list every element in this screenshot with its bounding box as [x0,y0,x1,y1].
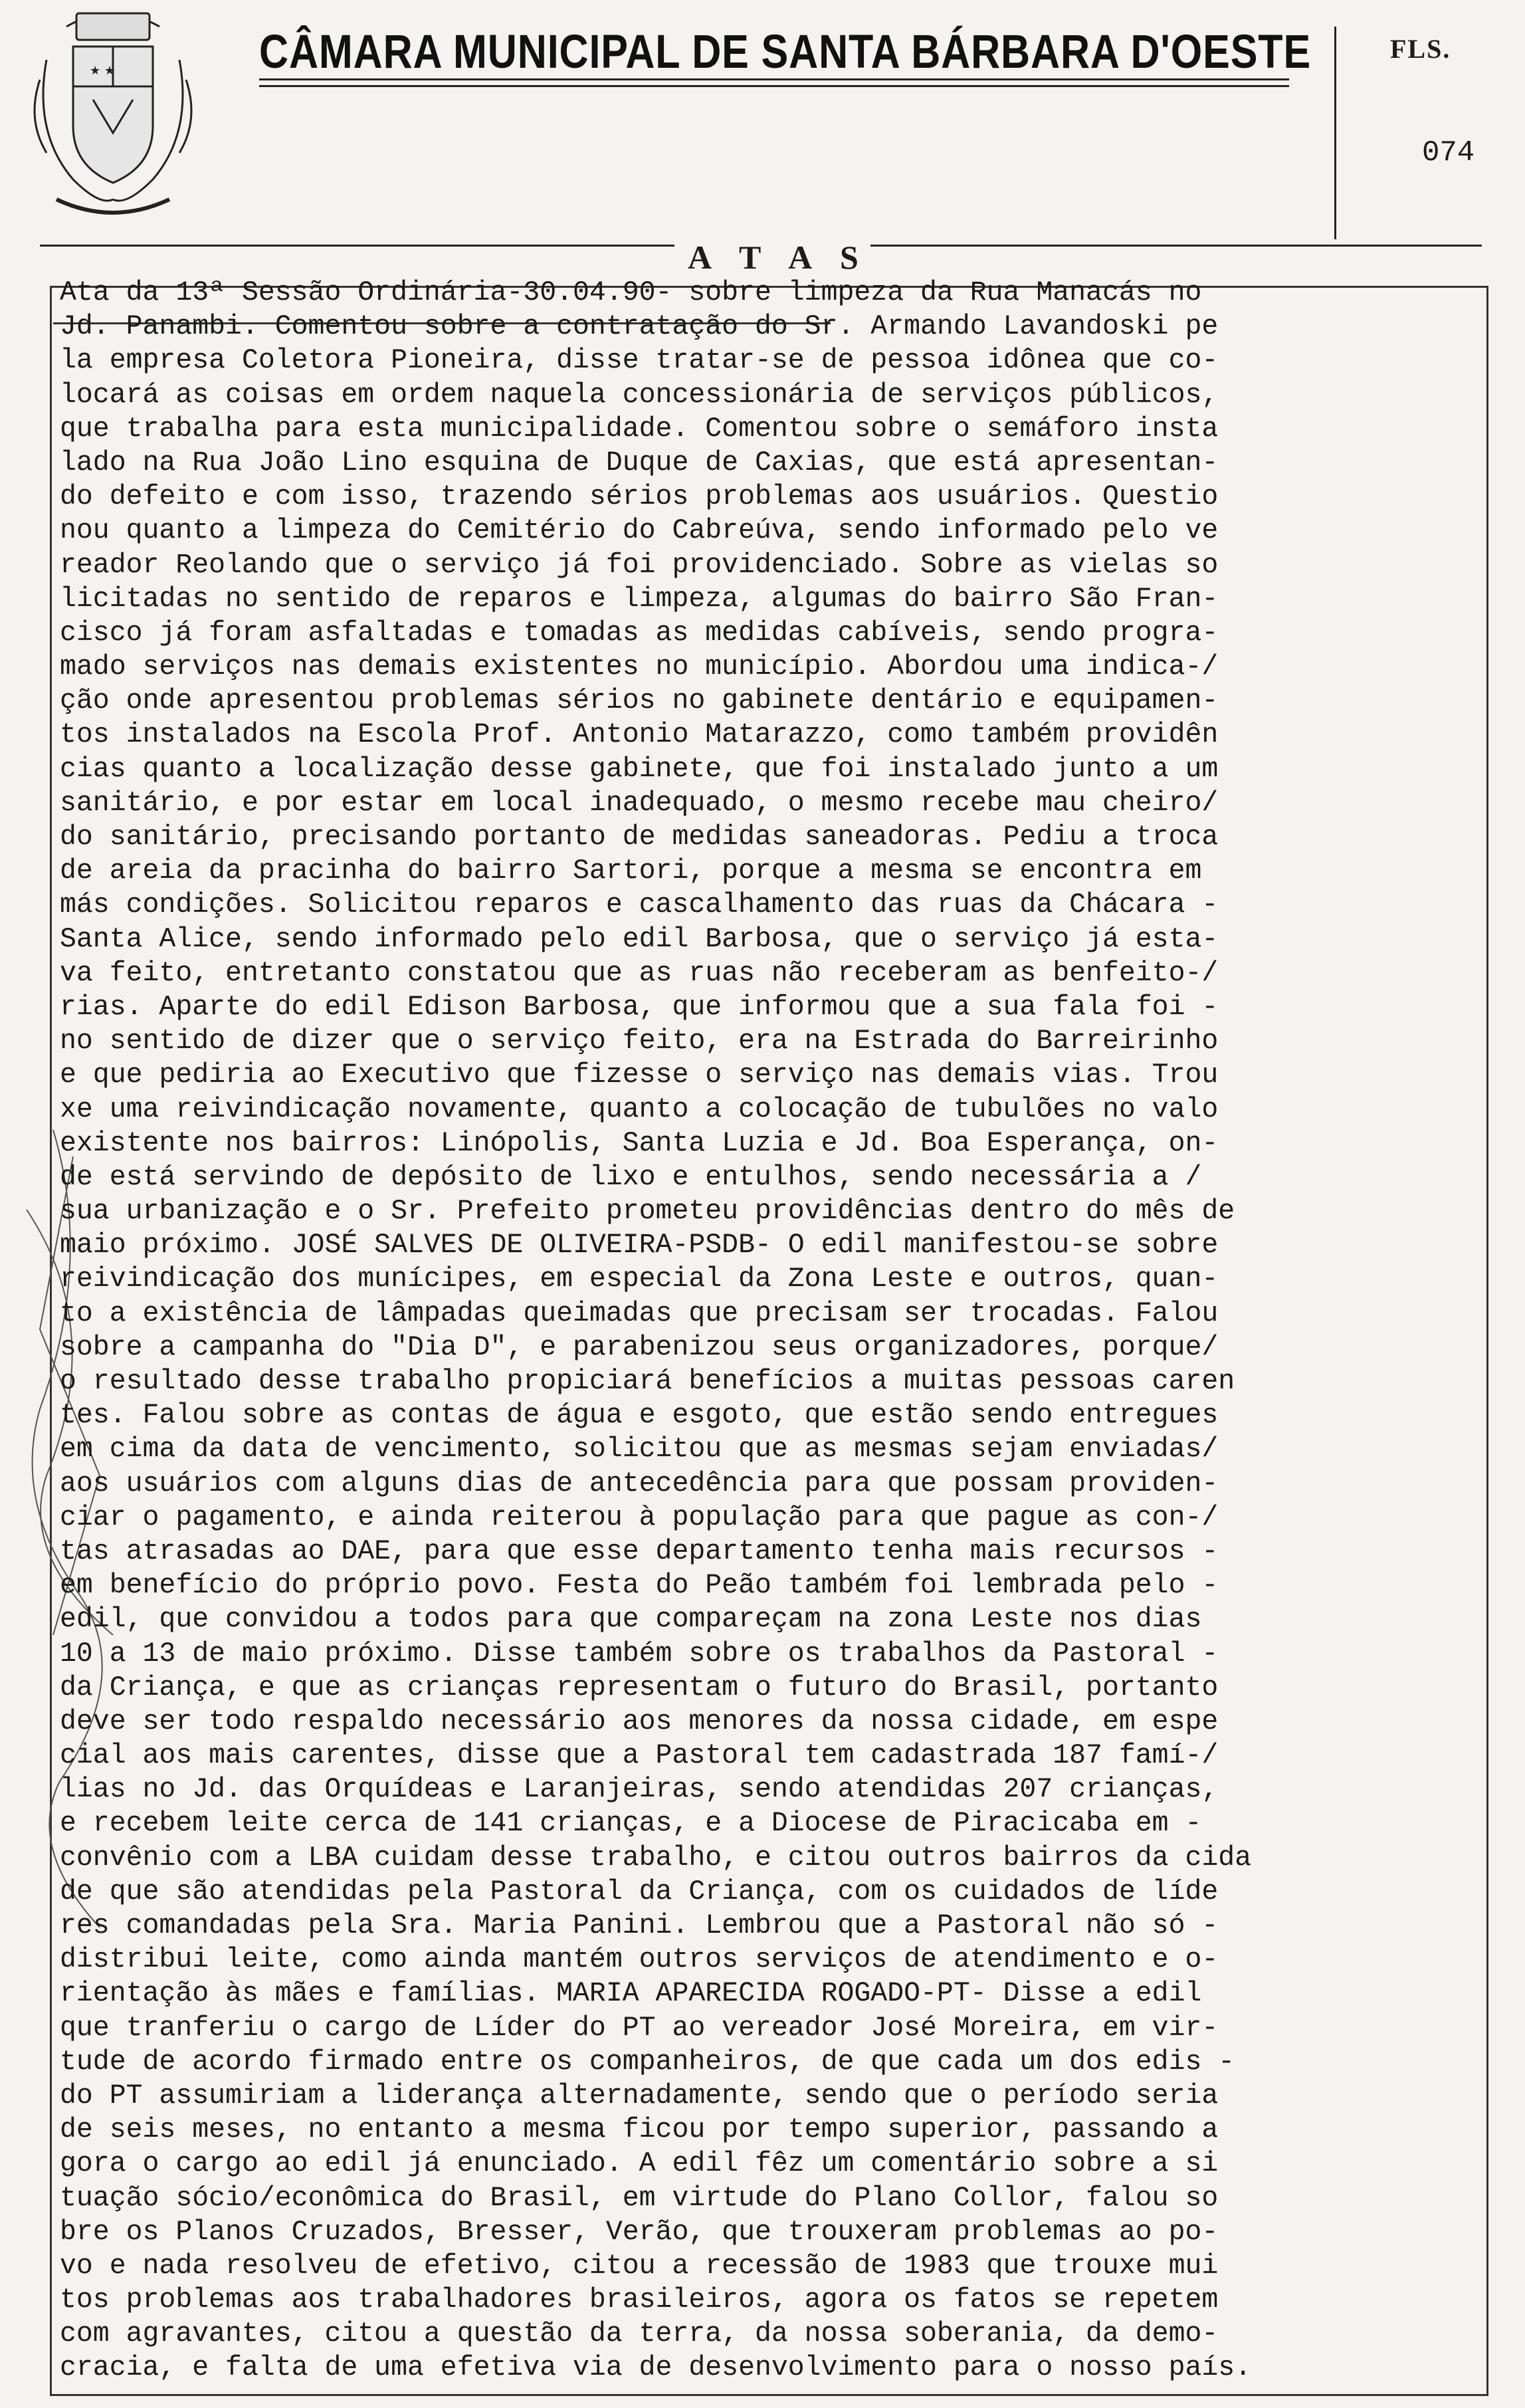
minutes-text-line: que trabalha para esta municipalidade. Comentou sobre o semáforo insta [60,413,1219,445]
minutes-text-line: convênio com a LBA cuidam desse trabalho, e citou outros bairros da cida [60,1842,1252,1874]
minutes-text-line: tuação sócio/econômica do Brasil, em virtude do Plano Collor, falou so [60,2182,1219,2214]
minutes-text-line: vo e nada resolveu de efetivo, citou a recessão de 1983 que trouxe mui [60,2250,1219,2282]
minutes-text-line: no sentido de dizer que o serviço feito, era na Estrada do Barreirinho [60,1026,1219,1057]
header-underline-bottom [259,85,1289,87]
folio-label: FLS. [1390,34,1451,64]
minutes-text-line: maio próximo. JOSÉ SALVES DE OLIVEIRA-PSDB- O edil manifestou-se sobre [60,1230,1219,1261]
chamber-name-heading: CÂMARA MUNICIPAL DE SANTA BÁRBARA D'OESTE [259,26,1312,78]
minutes-text-line: licitadas no sentido de reparos e limpeza, algumas do bairro São Fran- [60,583,1219,615]
minutes-text-line: bre os Planos Cruzados, Bresser, Verão, que trouxeram problemas ao po- [60,2216,1219,2248]
header-vertical-divider [1334,27,1336,239]
minutes-text-line: res comandadas pela Sra. Maria Panini. Lembrou que a Pastoral não só - [60,1910,1219,1941]
minutes-text-line: sua urbanização e o Sr. Prefeito prometeu providências dentro do mês de [60,1196,1235,1228]
minutes-text-line: sobre a campanha do "Dia D", e parabenizou seus organizadores, porque/ [60,1331,1219,1363]
minutes-text-line: deve ser todo respaldo necessário aos menores da nossa cidade, em espe [60,1705,1219,1737]
minutes-text-line: cracia, e falta de uma efetiva via de desenvolvimento para o nosso país. [60,2352,1252,2384]
minutes-text-line: da Criança, e que as crianças representam o futuro do Brasil, portanto [60,1672,1219,1703]
minutes-text-line: va feito, entretanto constatou que as ruas não receberam as benfeito-/ [60,957,1219,989]
minutes-text-line: ciar o pagamento, e ainda reiterou à população para que pague as con-/ [60,1501,1219,1533]
municipal-crest-logo [27,0,199,226]
minutes-text-line: distribui leite, como ainda mantém outros serviços de atendimento e o- [60,1944,1219,1976]
minutes-text-line: o resultado desse trabalho propiciará benefícios a muitas pessoas caren [60,1366,1235,1397]
minutes-text-line: em cima da data de vencimento, solicitou que as mesmas sejam enviadas/ [60,1434,1219,1466]
minutes-text-line: reador Reolando que o serviço já foi providenciado. Sobre as vielas so [60,549,1219,581]
minutes-text-line: rientação às mães e famílias. MARIA APARECIDA ROGADO-PT- Disse a edil [60,1978,1202,2010]
minutes-text-line: em benefício do próprio povo. Festa do Peão também foi lembrada pelo - [60,1570,1219,1602]
minutes-text-line: cial aos mais carentes, disse que a Pastoral tem cadastrada 187 famí-/ [60,1740,1219,1772]
minutes-text-line: do defeito e com isso, trazendo sérios problemas aos usuários. Questio [60,481,1219,513]
minutes-text-line: xe uma reivindicação novamente, quanto a colocação de tubulões no valo [60,1093,1219,1125]
minutes-text-line: com agravantes, citou a questão da terra, da nossa soberania, da demo- [60,2318,1219,2350]
minutes-text-line: do PT assumiriam a liderança alternadamente, sendo que o período seria [60,2080,1219,2112]
minutes-text-line: sanitário, e por estar em local inadequado, o mesmo recebe mau cheiro/ [60,787,1219,819]
minutes-text-line: aos usuários com alguns dias de antecedência para que possam providen- [60,1468,1219,1499]
minutes-text-line: más condições. Solicitou reparos e cascalhamento das ruas da Chácara - [60,889,1219,921]
minutes-text-line: 10 a 13 de maio próximo. Disse também sobre os trabalhos da Pastoral - [60,1638,1219,1670]
minutes-text-line: gora o cargo ao edil já enunciado. A edil fêz um comentário sobre a si [60,2148,1219,2180]
minutes-text-line: mado serviços nas demais existentes no município. Abordou uma indica-/ [60,651,1219,683]
svg-text:★ ★: ★ ★ [90,64,115,78]
page-number: 074 [1422,136,1475,169]
minutes-text-line: tes. Falou sobre as contas de água e esgoto, que estão sendo entregues [60,1400,1219,1432]
minutes-text-line: locará as coisas em ordem naquela concessionária de serviços públicos, [60,379,1219,411]
minutes-text-line: tos instalados na Escola Prof. Antonio Matarazzo, como também providên [60,719,1219,751]
minutes-text-line: cisco já foram asfaltadas e tomadas as medidas cabíveis, sendo progra- [60,617,1219,649]
minutes-text-line: tos problemas aos trabalhadores brasileiros, agora os fatos se repetem [60,2284,1219,2316]
minutes-text-line: nou quanto a limpeza do Cemitério do Cabreúva, sendo informado pelo ve [60,515,1219,547]
minutes-text-line: to a existência de lâmpadas queimadas que precisam ser trocadas. Falou [60,1297,1219,1329]
minutes-body-text [60,276,1482,2385]
minutes-text-line: de seis meses, no entanto a mesma ficou por tempo superior, passando a [60,2114,1219,2146]
minutes-text-line: de que são atendidas pela Pastoral da Criança, com os cuidados de líde [60,1876,1219,1908]
minutes-text-line: e que pediria ao Executivo que fizesse o serviço nas demais vias. Trou [60,1059,1219,1091]
minutes-text-line: e recebem leite cerca de 141 crianças, e a Diocese de Piracicaba em - [60,1808,1202,1840]
minutes-text-line: que tranferiu o cargo de Líder do PT ao vereador José Moreira, em vir- [60,2012,1219,2044]
minutes-text-line: Santa Alice, sendo informado pelo edil Barbosa, que o serviço já esta- [60,923,1219,955]
minutes-text-line: la empresa Coletora Pioneira, disse tratar-se de pessoa idônea que co- [60,345,1219,377]
minutes-text-line: lias no Jd. das Orquídeas e Laranjeiras, sendo atendidas 207 crianças, [60,1774,1219,1806]
section-rule-left [40,245,674,247]
minutes-text-line: tude de acordo firmado entre os companheiros, de que cada um dos edis - [60,2046,1235,2078]
minutes-text-line: Ata da 13ª Sessão Ordinária-30.04.90- sobre limpeza da Rua Manacás no [60,277,1202,308]
minutes-text-line: cias quanto a localização desse gabinete, que foi instalado junto a um [60,753,1219,785]
minutes-text-line: de está servindo de depósito de lixo e entulhos, sendo necessária a / [60,1161,1202,1193]
minutes-text-line: edil, que convidou a todos para que compareçam na zona Leste nos dias [60,1604,1202,1636]
header-underline-top [259,78,1289,80]
minutes-text-line: existente nos bairros: Linópolis, Santa Luzia e Jd. Boa Esperança, on- [60,1127,1219,1159]
minutes-text-line: lado na Rua João Lino esquina de Duque de Caxias, que está apresentan- [60,447,1219,479]
minutes-text-line: ção onde apresentou problemas sérios no gabinete dentário e equipamen- [60,685,1219,717]
minutes-text-line: reivindicação dos munícipes, em especial da Zona Leste e outros, quan- [60,1263,1219,1295]
section-title: A T A S [688,239,869,276]
section-rule-right [870,245,1482,247]
minutes-text-line: tas atrasadas ao DAE, para que esse departamento tenha mais recursos - [60,1535,1219,1567]
minutes-text-line: rias. Aparte do edil Edison Barbosa, que informou que a sua fala foi - [60,991,1219,1023]
minutes-text-line: Jd. Panambi. Comentou sobre a contratação do Sr. Armando Lavandoski pe [60,311,1219,343]
minutes-text-line: do sanitário, precisando portanto de medidas saneadoras. Pediu a troca [60,821,1219,853]
minutes-text-line: de areia da pracinha do bairro Sartori, porque a mesma se encontra em [60,855,1202,887]
